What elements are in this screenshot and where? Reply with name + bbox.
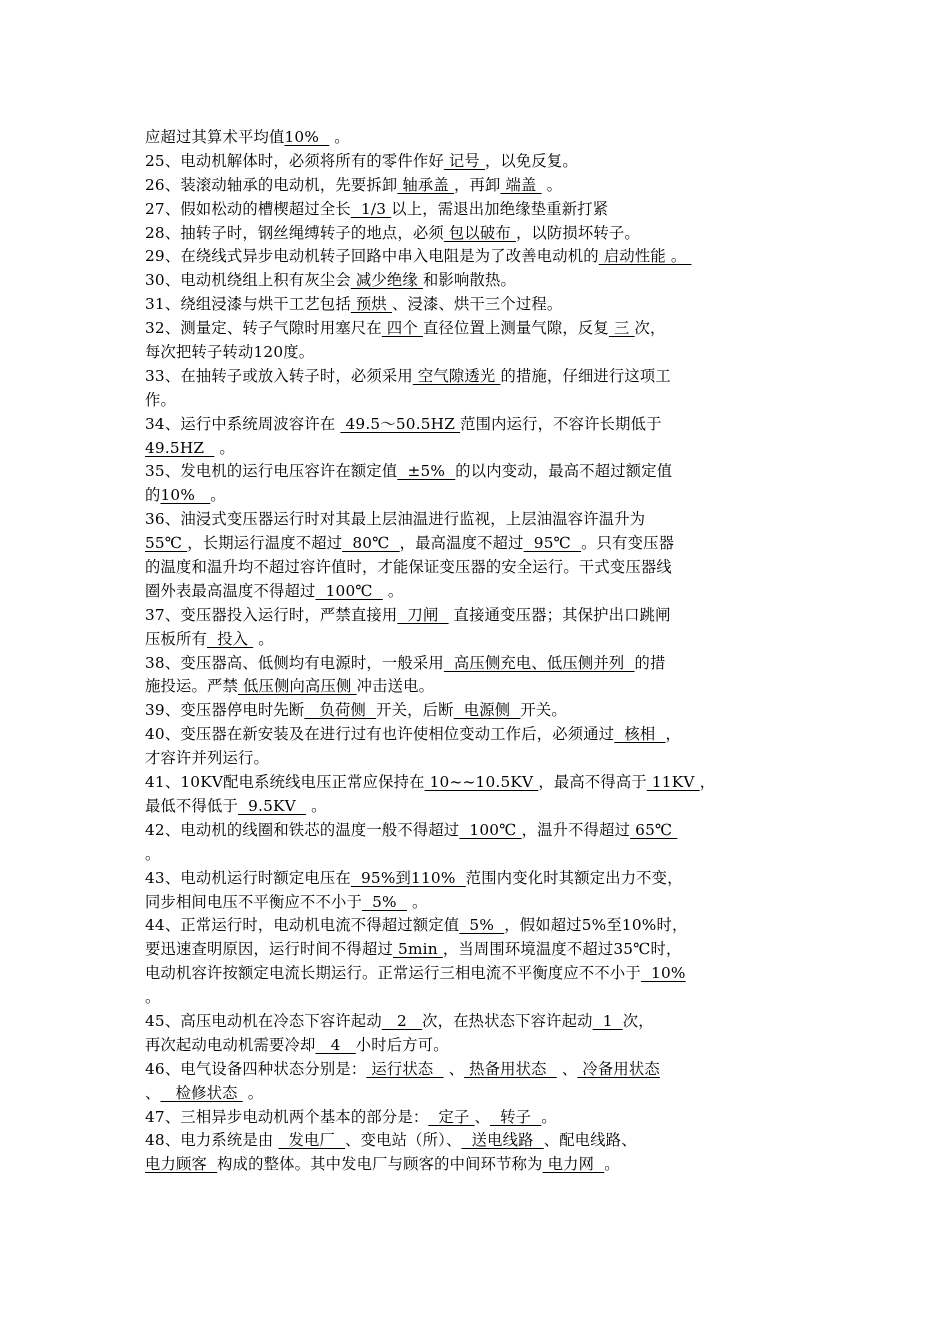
answer-blank: 49.5HZ <box>145 438 215 457</box>
answer-blank: 1 <box>592 1011 623 1030</box>
text-segment: ，以防损坏转子。 <box>515 223 640 242</box>
text-segment: 。 <box>306 796 327 815</box>
text-segment: 45、高压电动机在冷态下容许起动 <box>145 1011 382 1030</box>
document-body <box>145 126 815 1177</box>
text-segment: 35、发电机的运行电压容许在额定值 <box>145 462 398 481</box>
text-segment: ，最高不得高于 <box>538 773 647 792</box>
answer-blank: 四个 <box>381 319 423 338</box>
text-segment: 。 <box>210 486 226 505</box>
text-line <box>145 675 815 699</box>
text-segment: ，最高温度不超过 <box>399 534 524 553</box>
text-segment: 40、变压器在新安装及在进行过有也许使相位变动工作后，必须通过 <box>145 725 615 744</box>
text-line <box>145 1153 815 1177</box>
text-segment: 圈外表最高温度不得超过 <box>145 581 316 600</box>
text-line <box>145 604 815 628</box>
answer-blank: 55℃ <box>145 534 188 553</box>
text-segment: 、 <box>474 1107 491 1126</box>
text-line <box>145 413 815 437</box>
text-segment: 42、电动机的线圈和铁芯的温度一般不得超过 <box>145 820 460 839</box>
answer-blank: 启动性能 。 <box>598 247 692 266</box>
text-line <box>145 389 815 413</box>
answer-blank: 10~~10.5KV <box>424 773 539 792</box>
text-line <box>145 532 815 556</box>
text-segment: 27、假如松动的槽楔超过全长 <box>145 199 351 218</box>
text-segment: 。 <box>242 1083 264 1102</box>
answer-blank: 高压侧充电、低压侧并列 <box>443 653 635 672</box>
text-segment: 39、变压器停电时先断 <box>145 701 305 720</box>
text-segment: 32、测量定、转子气隙时用塞尺在 <box>145 319 382 338</box>
text-line <box>145 150 815 174</box>
text-line <box>145 222 815 246</box>
answer-blank: 95℃ <box>523 534 582 553</box>
text-line <box>145 269 815 293</box>
text-segment: 开关。 <box>520 701 567 720</box>
text-segment: 的以内变动，最高不超过额定值 <box>455 462 673 481</box>
text-segment: 。只有变压器 <box>581 534 675 553</box>
text-segment: 范围内变化时其额定出力不变， <box>465 868 683 887</box>
answer-blank: 电力顾客 <box>145 1155 218 1174</box>
text-line <box>145 126 815 150</box>
text-line <box>145 819 815 843</box>
text-line <box>145 460 815 484</box>
text-segment: 。 <box>604 1155 620 1174</box>
text-segment: 34、运行中系统周波容许在 <box>145 414 341 433</box>
answer-blank: 49.5～50.5HZ <box>340 414 461 433</box>
text-segment: 28、抽转子时，钢丝绳缚转子的地点，必须 <box>145 223 444 242</box>
text-segment: 的措 <box>634 653 666 672</box>
answer-blank: 1/3 <box>350 199 392 218</box>
text-line <box>145 198 815 222</box>
text-segment: 范围内运行，不容许长期低于 <box>460 414 662 433</box>
text-segment: 小时后方可。 <box>355 1035 449 1054</box>
text-line <box>145 699 815 723</box>
text-segment: 25、电动机解体时，必须将所有的零件作好 <box>145 151 444 170</box>
text-line <box>145 556 815 580</box>
text-segment: 29、在绕线式异步电动机转子回路中串入电阻是为了改善电动机的 <box>145 247 599 266</box>
answer-blank: 4 <box>315 1035 356 1054</box>
text-segment: 48、电力系统是由 <box>145 1131 279 1150</box>
text-segment: 直接通变压器；其保护出口跳闸 <box>448 605 671 624</box>
text-segment: 、浸漆、烘干三个过程。 <box>391 295 563 314</box>
text-line <box>145 962 815 986</box>
answer-blank: 10% <box>160 486 211 505</box>
text-segment: 构成的整体。其中发电厂与顾客的中间环节称为 <box>217 1155 543 1174</box>
text-segment: 再次起动电动机需要冷却 <box>145 1035 316 1054</box>
text-segment: 的 <box>145 486 161 505</box>
text-segment: 、配电线路、 <box>543 1131 637 1150</box>
answer-blank: 空气隙透光 <box>412 366 501 385</box>
text-line <box>145 341 815 365</box>
text-line <box>145 938 815 962</box>
text-segment: ，长期运行温度不超过 <box>187 534 343 553</box>
text-segment: 。 <box>541 175 563 194</box>
text-segment: 、变电站（所）、 <box>345 1131 462 1150</box>
answer-blank: 100℃ <box>315 581 383 600</box>
text-segment: 37、变压器投入运行时，严禁直接用 <box>145 605 398 624</box>
answer-blank: 5% <box>361 892 407 911</box>
text-segment: 要迅速查明原因，运行时间不得超过 <box>145 940 393 959</box>
text-segment: ，温升不得超过 <box>521 820 631 839</box>
answer-blank: 5min <box>392 940 443 959</box>
text-segment: ， <box>665 725 682 744</box>
text-line <box>145 914 815 938</box>
text-segment: 施投运。严禁 <box>145 677 238 696</box>
text-segment: 31、绕组浸漆与烘干工艺包括 <box>145 295 351 314</box>
answer-blank: 轴承盖 <box>397 175 454 194</box>
text-segment: 。 <box>382 581 404 600</box>
text-line <box>145 628 815 652</box>
text-segment: 47、三相异步电动机两个基本的部分是： <box>145 1107 429 1126</box>
text-segment: 。 <box>253 629 274 648</box>
answer-blank: 记号 <box>443 151 485 170</box>
text-segment: 次， <box>622 1011 654 1030</box>
text-line <box>145 795 815 819</box>
answer-blank: 电力网 <box>542 1155 605 1174</box>
answer-blank: 转子 <box>490 1107 542 1126</box>
answer-blank: 95%到110% <box>350 868 466 887</box>
text-segment: 应超过其算术平均值 <box>145 128 285 146</box>
text-line <box>145 1058 815 1082</box>
text-segment: ，再卸 <box>453 175 501 194</box>
answer-blank: 端盖 <box>500 175 542 194</box>
text-line <box>145 747 815 771</box>
answer-blank: 10% <box>640 964 686 983</box>
text-line <box>145 1106 815 1130</box>
text-segment: 、 <box>443 1059 465 1078</box>
text-line <box>145 580 815 604</box>
text-segment: ，当周围环境温度不超过35℃时， <box>442 940 682 959</box>
text-segment: 46、电气设备四种状态分别是： <box>145 1059 367 1078</box>
answer-blank: 定子 <box>428 1107 475 1126</box>
answer-blank: 电源侧 <box>453 701 521 720</box>
text-segment: 次，在热状态下容许起动 <box>422 1011 593 1030</box>
text-segment: 作。 <box>145 390 176 409</box>
text-line <box>145 771 815 795</box>
answer-blank: 低压侧向高压侧 <box>237 677 357 696</box>
text-line <box>145 843 815 867</box>
text-segment: ，假如超过5%至10%时， <box>504 916 688 935</box>
text-segment: 才容许并列运行。 <box>145 749 269 768</box>
answer-blank: ±5% <box>397 462 456 481</box>
text-line <box>145 1129 815 1153</box>
text-line <box>145 174 815 198</box>
text-line <box>145 867 815 891</box>
text-segment: 和影响散热。 <box>422 271 516 290</box>
text-segment: 冲击送电。 <box>356 677 435 696</box>
answer-blank: 10% <box>284 128 330 146</box>
text-segment: 每次把转子转动120度。 <box>145 343 315 362</box>
answer-blank: 65℃ <box>630 820 678 839</box>
text-line <box>145 484 815 508</box>
text-segment: ，以免反复。 <box>484 151 578 170</box>
answer-blank: 三 <box>608 319 635 338</box>
text-segment: 43、电动机运行时额定电压在 <box>145 868 351 887</box>
text-segment: 电动机容许按额定电流长期运行。正常运行三相电流不平衡度应不不小于 <box>145 964 641 983</box>
text-line <box>145 986 815 1010</box>
text-segment: 36、油浸式变压器运行时对其最上层油温进行监视，上层油温容许温升为 <box>145 510 646 529</box>
answer-blank: 80℃ <box>342 534 400 553</box>
text-line <box>145 1082 815 1106</box>
text-segment: 。 <box>329 128 350 146</box>
answer-blank: 9.5KV <box>237 796 307 815</box>
answer-blank: 核相 <box>614 725 666 744</box>
text-line <box>145 723 815 747</box>
text-line <box>145 317 815 341</box>
text-segment: 。 <box>214 438 235 457</box>
answer-blank: 冷备用状态 <box>577 1059 660 1078</box>
answer-blank: 刀闸 <box>397 605 449 624</box>
text-segment: 。 <box>145 844 161 863</box>
answer-blank: 运行状态 <box>366 1059 444 1078</box>
text-segment: 压板所有 <box>145 629 207 648</box>
text-segment: 开关，后断 <box>376 701 454 720</box>
answer-blank: 送电线路 <box>461 1131 544 1150</box>
text-segment: 的措施，仔细进行这项工 <box>500 366 671 385</box>
answer-blank: 投入 <box>207 629 254 648</box>
text-segment: 最低不得低于 <box>145 796 238 815</box>
text-line <box>145 652 815 676</box>
text-segment: 30、电动机绕组上积有灰尘会 <box>145 271 351 290</box>
text-segment: 、 <box>556 1059 578 1078</box>
answer-blank: 负荷侧 <box>304 701 377 720</box>
text-segment: 33、在抽转子或放入转子时，必须采用 <box>145 366 413 385</box>
text-segment: 41、10KV配电系统线电压正常应保持在 <box>145 773 425 792</box>
answer-blank: 100℃ <box>459 820 522 839</box>
text-segment: 38、变压器高、低侧均有电源时，一般采用 <box>145 653 444 672</box>
text-segment: 次， <box>634 319 666 338</box>
answer-blank: 包以破布 <box>443 223 516 242</box>
text-segment: 44、正常运行时，电动机电流不得超过额定值 <box>145 916 460 935</box>
answer-blank: 11KV <box>646 773 700 792</box>
text-segment: 。 <box>541 1107 557 1126</box>
text-line <box>145 1010 815 1034</box>
text-segment: 同步相间电压不平衡应不不小于 <box>145 892 362 911</box>
answer-blank: 检修状态 <box>160 1083 243 1102</box>
answer-blank: 预烘 <box>350 295 392 314</box>
text-line <box>145 508 815 532</box>
text-line <box>145 891 815 915</box>
text-line <box>145 293 815 317</box>
text-segment: 26、装滚动轴承的电动机，先要拆卸 <box>145 175 398 194</box>
text-segment: 直径位置上测量气隙，反复 <box>422 319 609 338</box>
text-segment: 以上，需退出加绝缘垫重新打紧 <box>391 199 609 218</box>
text-line <box>145 437 815 461</box>
text-segment: 、 <box>145 1083 161 1102</box>
text-segment: 。 <box>406 892 428 911</box>
answer-blank: 2 <box>381 1011 423 1030</box>
text-line <box>145 365 815 389</box>
text-line <box>145 1034 815 1058</box>
text-segment: 。 <box>145 988 161 1007</box>
answer-blank: 发电厂 <box>278 1131 346 1150</box>
answer-blank: 热备用状态 <box>464 1059 557 1078</box>
answer-blank: 5% <box>459 916 505 935</box>
text-segment: ， <box>699 773 716 792</box>
text-segment: 的温度和温升均不超过容许值时，才能保证变压器的安全运行。干式变压器线 <box>145 558 672 577</box>
text-line <box>145 245 815 269</box>
answer-blank: 减少绝缘 <box>350 271 423 290</box>
